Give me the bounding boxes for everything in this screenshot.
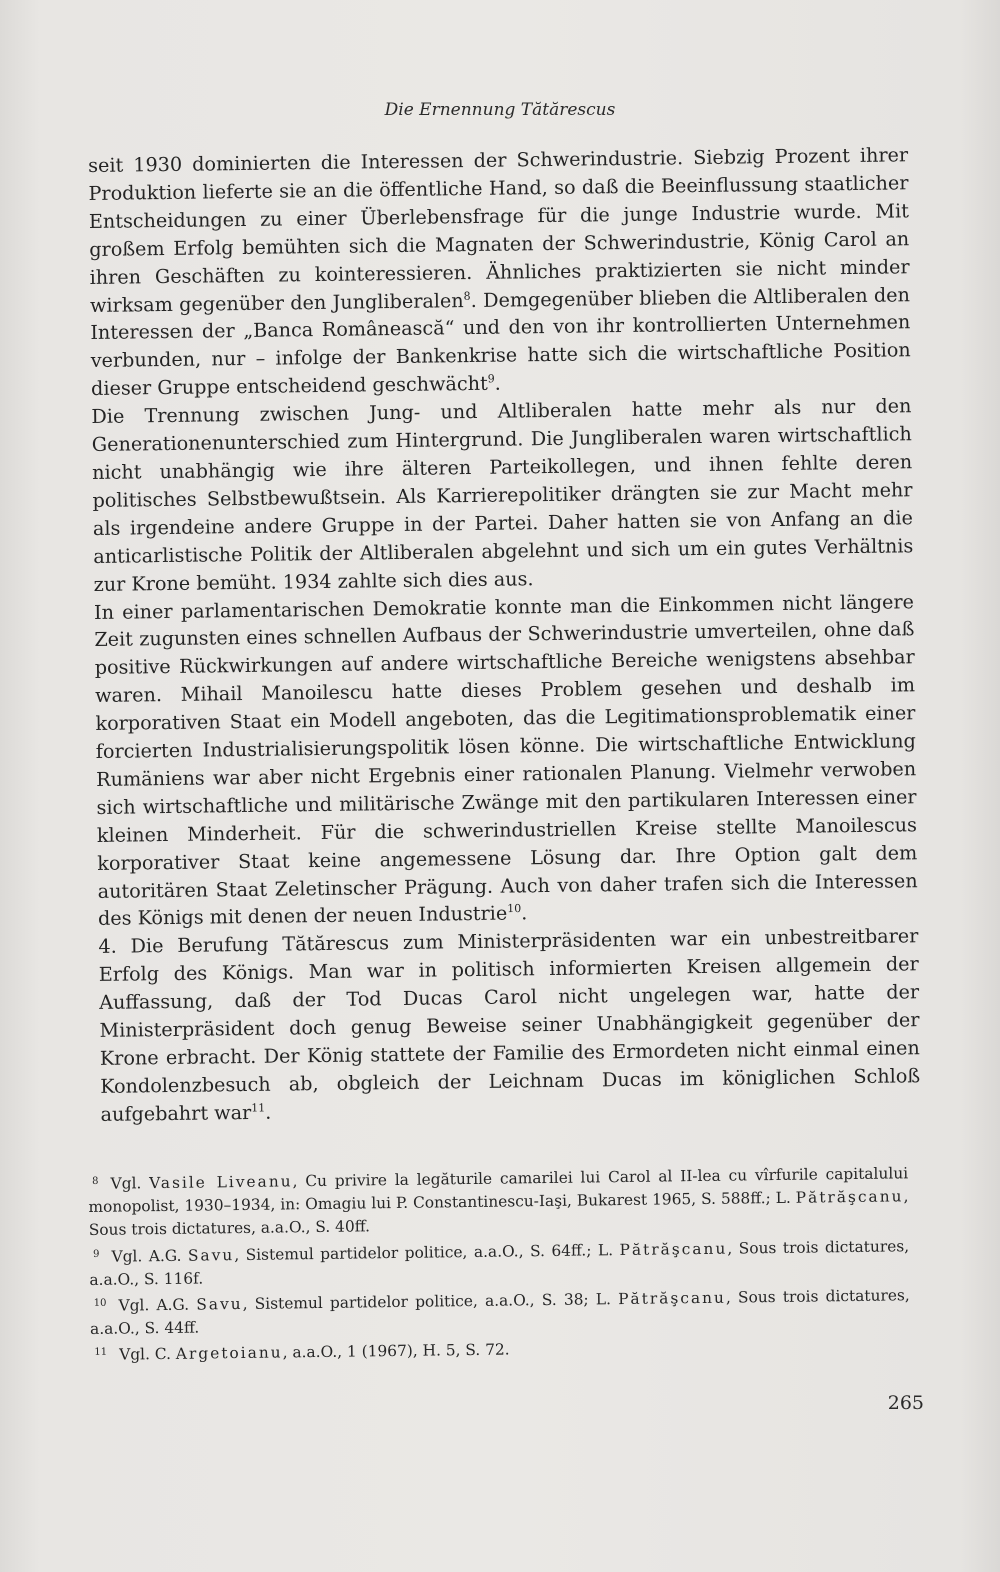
- footnote-author: Pătrăşcanu: [618, 1288, 727, 1309]
- paragraph: In einer parlamentarischen Demokratie konnte man die Einkommen nicht längere Zeit zugunsten eines schnellen Aufbaus der Schwerindustrie umverteilen, ohne daß positive Rückwirkungen auf andere wirtschaftliche Bereiche wenigstens absehbar waren. Mihail Manoilescu hatte dieses Problem gesehen und deshalb im korporativen Staat ein Modell angeboten, das die Legitimationsproblematik einer forcierten Industrialisierungspolitik lösen könne. Die wirtschaftliche Entwicklung Rumäniens war aber nicht Ergebnis einer rationalen Planung. Vielmehr verwoben sich wirtschaftliche und militärische Zwänge mit den partikularen Interessen einer kleinen Minderheit. Für die schwerindustriellen Kreise stellte Manoilescus korporativer Staat keine angemessene Lösung dar. Ihre Option galt dem autoritären Staat Zeletinscher Prägung. Auch von daher trafen sich die Interessen des Königs mit denen der neuen Industrie$^{10}$.: [93, 589, 918, 931]
- footnote-author: Savu: [196, 1295, 243, 1314]
- footnote-ref[interactable]: 9: [487, 372, 495, 386]
- footnotes: [88, 1159, 911, 1367]
- footnote-ref[interactable]: 11: [251, 1101, 266, 1115]
- footnote-number: 10: [93, 1297, 107, 1309]
- footnote: $^8$ Vgl. Vasile Liveanu, Cu privire la legăturile camarilei lui Carol al II-lea cu vîrfurile capitalului monopolist, 1930–1934, in: Omagiu lui P. Constantinescu-Iaşi, Bukarest 1965, S. 588ff.; L. Pătrăşcanu, Sous trois dictatures, a.a.O., S. 40ff.: [88, 1164, 909, 1240]
- footnote-number: 11: [94, 1347, 108, 1359]
- footnote-number: 8: [92, 1175, 99, 1187]
- paragraph: seit 1930 dominierten die Interessen der Schwerindustrie. Siebzig Prozent ihrer Produktion lieferte sie an die öffentliche Hand, so daß die Beeinflussung staatlicher Entscheidungen zu einer Überlebensfrage für die junge Industrie wurde. Mit großem Erfolg bemühten sich die Magnaten der Schwerindustrie, König Carol an ihren Geschäften zu kointeressieren. Ähnliches praktizierten sie nicht minder wirksam gegenüber den Jungliberalen$^8$. Demgegenüber blieben die Altliberalen den Interessen der „Banca Românească“ und den von ihr kontrollierten Unternehmen verbunden, nur – infolge der Bankenkrise hatte sich die wirtschaftliche Position dieser Gruppe entscheidend geschwächt$^9$.: [88, 143, 911, 401]
- footnote-author: Argetoianu: [175, 1343, 283, 1364]
- footnote-author: Pătrăşcanu: [795, 1187, 904, 1207]
- footnote-author: Savu: [187, 1245, 235, 1265]
- footnote-author: Pătrăşcanu: [619, 1239, 728, 1259]
- paragraph: Die Trennung zwischen Jung- und Altliberalen hatte mehr als nur den Generationenunterschied zum Hintergrund. Die Jungliberalen waren wirtschaftlich nicht unabhängig wie ihre älteren Parteikollegen, und ihnen fehlte deren politisches Selbstbewußtsein. Als Karrierepolitiker drängten sie zur Macht mehr als irgendeine andere Gruppe in der Partei. Daher hatten sie von Anfang an die anticarlistische Politik der Altliberalen abgelehnt und sich um ein gutes Verhältnis zur Krone bemüht. 1934 zahlte sich dies aus.: [91, 394, 914, 596]
- main-text: [88, 141, 921, 1128]
- page-number: 265: [887, 1392, 924, 1414]
- footnote: $^{11}$ Vgl. C. Argetoianu, a.a.O., 1 (1967), H. 5, S. 72.: [94, 1340, 510, 1365]
- footnote-ref[interactable]: 10: [507, 902, 522, 916]
- footnote-ref[interactable]: 8: [463, 289, 471, 303]
- footnote: $^{10}$ Vgl. A.G. Savu, Sistemul partidelor politice, a.a.O., S. 38; L. Pătrăşcanu, Sous trois dictatures, a.a.O., S. 44ff.: [89, 1286, 910, 1339]
- paragraph: 4. Die Berufung Tătărescus zum Ministerpräsidenten war ein unbestreitbarer Erfolg des Königs. Man war in politisch informierten Kreisen allgemein der Auffassung, daß der Tod Ducas Carol nicht ungelegen war, hatte der Ministerpräsident doch genug Beweise seiner Unabhängigkeit gegenüber der Krone erbracht. Der König stattete der Familie des Ermordeten nicht einmal einen Kondolenzbesuch ab, obgleich der Leichnam Ducas im königlichen Schloß aufgebahrt war$^{11}$.: [98, 924, 921, 1126]
- footnote: $^9$ Vgl. A.G. Savu, Sistemul partidelor politice, a.a.O., S. 64ff.; L. Pătrăşcanu, Sous trois dictatures, a.a.O., S. 116f.: [89, 1236, 910, 1289]
- footnote-number: 9: [93, 1248, 100, 1260]
- footnote-author: Vasile Liveanu: [149, 1172, 293, 1193]
- running-head: Die Ernennung Tătărescus: [384, 100, 616, 120]
